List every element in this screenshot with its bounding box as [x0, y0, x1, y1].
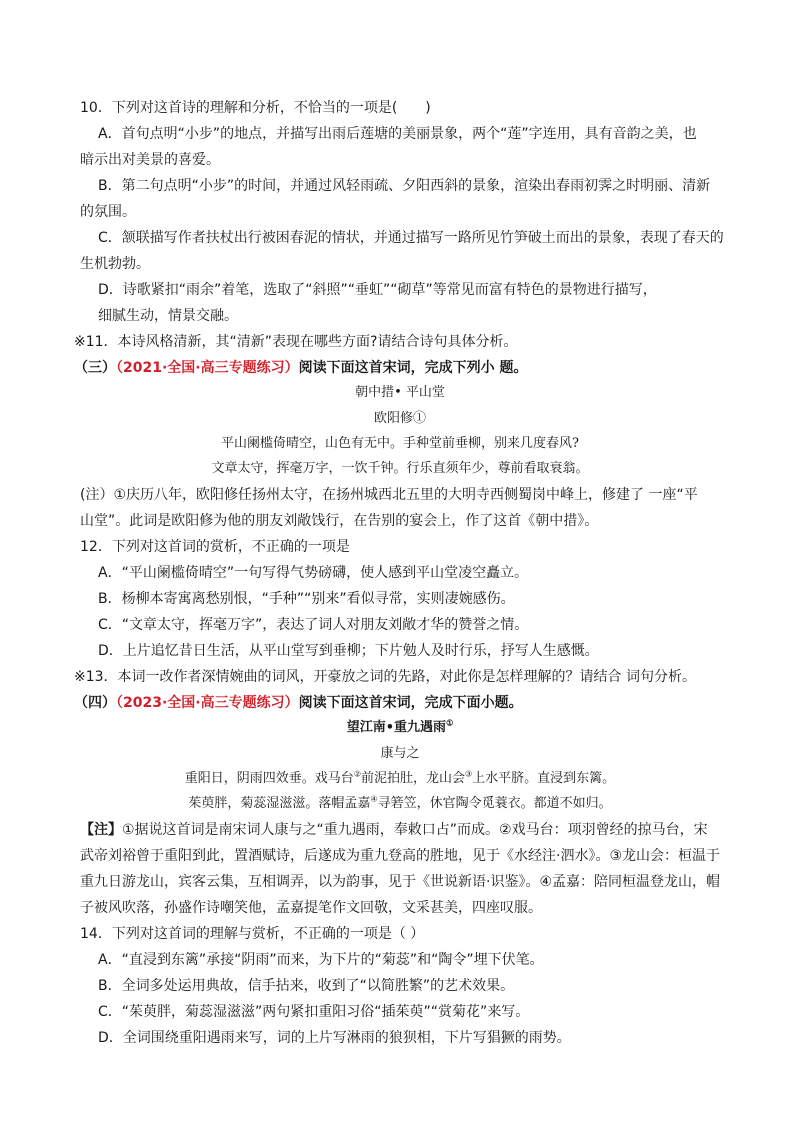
poem-4-title-footnote-mark: ① — [446, 717, 454, 728]
q14-option-c: C．“茱萸胖，菊蕊湿滋滋”两句紧扣重阳习俗“插茱萸”“赏菊花”来写。 — [98, 1004, 530, 1020]
q14-option-d: D．全词围绕重阳遇雨来写，词的上片写淋雨的狼狈相，下片写猖獗的雨势。 — [98, 1030, 571, 1046]
poem-4-line-2-part-b: 寻箬笠，休官陶令觅蓑衣。都道不如归。 — [377, 796, 612, 811]
q10-stem: 10．下列对这首诗的理解和分析，不恰当的一项是( ) — [80, 100, 431, 116]
poem-3-line-2: 文章太守，挥毫万字，一饮千钟。行乐直须年少，尊前看取衰翁。 — [211, 461, 589, 476]
q10-option-d-cont: 细腻生动，情景交融。 — [98, 308, 238, 324]
section-4-label: （四） — [74, 695, 116, 711]
poem-3-title: 朝中措• 平山堂 — [355, 385, 445, 400]
q14-option-a: A．“直浸到东篱”承接“阴雨”而来，为下片的“菊蕊”和“陶令”埋下伏笔。 — [98, 952, 544, 968]
q10-option-a: A．首句点明“小步”的地点，并描写出雨后莲塘的美丽景象，两个“莲”字连用，具有音韵之美，也 — [98, 126, 697, 142]
poem-4-note-cont-3: 子被风吹落，孙盛作诗嘲笑他，孟嘉提笔作文回敬，文采甚美，四座叹服。 — [80, 900, 542, 916]
q12-option-a: A．“平山阑槛倚晴空”一句写得气势磅礴，使人感到平山堂凌空矗立。 — [98, 565, 529, 581]
section-4-source: （2023·全国·高三专题练习） — [116, 695, 299, 711]
q12-option-b: B．杨柳本寄寓离愁别恨，“手种”“别来”看似寻常，实则凄婉感伤。 — [98, 591, 515, 607]
q10-option-c-cont: 生机勃勃。 — [80, 256, 150, 272]
poem-4-line-1-part-c: 上水平脐。直浸到东篱。 — [472, 771, 616, 786]
section-3-source: （2021·全国·高三专题练习） — [116, 360, 299, 376]
q14-option-b: B．全词多处运用典故，信手拈来，收到了“以简胜繁”的艺术效果。 — [98, 978, 515, 994]
footnote-mark-2: ② — [353, 769, 361, 779]
poem-4-line-2-part-a: 茱萸胖，菊蕊湿滋滋。落帽孟嘉 — [188, 796, 371, 811]
q10-option-d: D．诗歌紧扣“雨余”着笔，选取了“斜照”“垂虹”“砌草”等常见而富有特色的景物进行描写， — [98, 282, 657, 298]
poem-4-line-1 — [0, 769, 800, 789]
poem-4-line-1-part-b: 前泥拍肚，龙山会 — [360, 771, 465, 786]
q11-question: ※11．本诗风格清新，其“清新”表现在哪些方面?请结合诗句具体分析。 — [74, 334, 518, 350]
poem-4-line-1-part-a: 重阳日，阴雨四效垂。戏马台 — [184, 771, 354, 786]
poem-4-line-2 — [0, 794, 800, 814]
q13-question: ※13．本词一改作者深情婉曲的词风，开豪放之词的先路，对此你是怎样理解的？请结合 词句分析。 — [74, 669, 696, 685]
footnote-mark-3: ③ — [465, 769, 473, 779]
poem-4-note-cont-1: 武帝刘裕曾于重阳到此，置酒赋诗，后遂成为重九登高的胜地，见于《水经注·泗水》。③龙山会：桓温于 — [80, 848, 720, 864]
section-3-label: （三） — [74, 360, 116, 376]
q10-option-c: C．颔联描写作者扶杖出行被困春泥的情状，并通过描写一路所见竹笋破土而出的景象，表现了春天的 — [98, 230, 724, 246]
poem-3-line-1: 平山阑槛倚晴空，山色有无中。手种堂前垂柳，别来几度春风? — [221, 436, 579, 451]
poem-4-note-cont-2: 重九日游龙山，宾客云集，互相调弄，以为韵事，见于《世说新语·识鉴》。④孟嘉：陪同桓温登龙山，帽 — [80, 874, 720, 890]
poem-4-author: 康与之 — [380, 746, 420, 761]
note-label: 【注】 — [80, 822, 122, 838]
footnote-mark-4: ④ — [370, 794, 378, 804]
poem-3-note: (注）①庆历八年，欧阳修任扬州太守，在扬州城西北五里的大明寺西侧蜀岗中峰上，修建了 一座“平 — [80, 487, 698, 503]
q10-option-b-cont: 的氛围。 — [80, 204, 136, 220]
q14-stem: 14．下列对这首词的理解与赏析，不正确的一项是（ ） — [80, 926, 425, 942]
poem-4-title — [0, 718, 800, 738]
section-3-instruction: 阅读下面这首宋词，完成下列小 题。 — [298, 360, 528, 376]
section-4-heading — [74, 693, 523, 713]
poem-3-author: 欧阳修① — [373, 411, 426, 426]
poem-3-note-cont: 山堂”。此词是欧阳修为他的朋友刘敞饯行，在告别的宴会上，作了这首《朝中措》。 — [80, 513, 599, 529]
q12-stem: 12．下列对这首词的赏析，不正确的一项是 — [80, 539, 350, 555]
q12-option-d: D．上片追忆昔日生活，从平山堂写到垂柳；下片勉人及时行乐，抒写人生感慨。 — [98, 643, 599, 659]
q10-option-a-cont: 暗示出对美景的喜爱。 — [80, 152, 220, 168]
poem-4-title-text: 望江南•重九遇雨 — [346, 720, 447, 735]
q12-option-c: C．“文章太守，挥毫万字”，表达了词人对朋友刘敞才华的赞誉之情。 — [98, 617, 529, 633]
section-4-instruction: 阅读下面这首宋词，完成下面小题。 — [298, 695, 523, 711]
q10-option-b: B．第二句点明“小步”的时间，并通过风轻雨疏、夕阳西斜的景象，渲染出春雨初霁之时明丽、清新 — [98, 178, 711, 194]
section-3-heading — [74, 358, 527, 378]
poem-4-note — [80, 820, 708, 840]
poem-4-note-text: ①据说这首词是南宋词人康与之“重九遇雨，奉敕口占”而成。②戏马台：项羽曾经的掠马台，宋 — [122, 822, 708, 838]
